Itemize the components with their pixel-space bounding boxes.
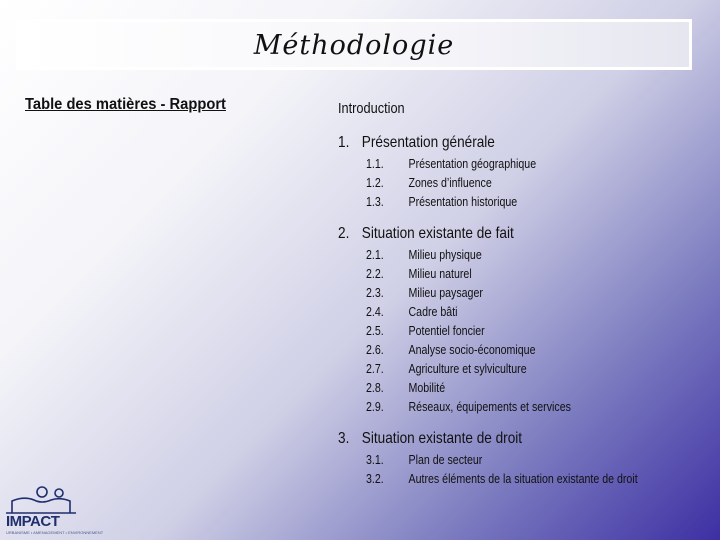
section-label: Présentation générale <box>361 134 495 151</box>
subitem-label: Zones d’influence <box>408 176 492 190</box>
section-heading <box>338 224 653 244</box>
toc-subitem <box>366 174 657 193</box>
subitem-label: Mobilité <box>408 381 446 395</box>
subitem-label: Présentation géographique <box>408 157 537 171</box>
toc-subitem <box>366 379 657 398</box>
subitem-label: Agriculture et sylviculture <box>408 362 527 376</box>
subitem-number: 2.3. <box>366 286 384 300</box>
logo-wordmark: IMPACT <box>6 513 60 530</box>
section-heading <box>338 133 653 153</box>
toc-subitem <box>366 303 657 322</box>
subitem-number: 1.1. <box>366 157 384 171</box>
toc-subitem <box>366 451 657 470</box>
section-label: Situation existante de fait <box>361 225 514 242</box>
toc-subitem <box>366 470 657 489</box>
toc-section <box>338 429 708 489</box>
toc-section <box>338 133 708 212</box>
logo-tagline: URBANISME • AMENAGEMENT • ENVIRONNEMENT <box>6 530 104 535</box>
toc-subitem <box>366 341 657 360</box>
subitem-label: Milieu naturel <box>408 267 472 281</box>
subitem-label: Potentiel foncier <box>408 324 485 338</box>
subitem-number: 3.1. <box>366 453 384 467</box>
toc-intro: Introduction <box>338 100 405 117</box>
subitem-number: 2.5. <box>366 324 384 338</box>
toc-subitem <box>366 193 657 212</box>
section-number: 3. <box>338 430 350 447</box>
section-heading <box>338 429 653 449</box>
subitem-number: 2.7. <box>366 362 384 376</box>
impact-logo <box>0 483 104 540</box>
people-logo-icon <box>4 483 84 515</box>
subitem-number: 2.2. <box>366 267 384 281</box>
subitem-number: 2.9. <box>366 400 384 414</box>
subitem-number: 2.1. <box>366 248 384 262</box>
subitem-label: Présentation historique <box>408 195 518 209</box>
subitem-number: 1.2. <box>366 176 384 190</box>
toc-subitem <box>366 284 657 303</box>
section-number: 1. <box>338 134 350 151</box>
subitem-label: Milieu physique <box>408 248 482 262</box>
subitem-number: 2.4. <box>366 305 384 319</box>
subitem-number: 2.8. <box>366 381 384 395</box>
toc-section <box>338 224 708 417</box>
toc-content <box>338 100 708 501</box>
toc-subitem <box>366 265 657 284</box>
section-label: Situation existante de droit <box>361 430 523 447</box>
toc-subitem <box>366 360 657 379</box>
section-number: 2. <box>338 225 350 242</box>
subitem-label: Analyse socio-économique <box>408 343 536 357</box>
toc-subitem <box>366 246 657 265</box>
subitem-label: Réseaux, équipements et services <box>408 400 571 414</box>
subitem-label: Plan de secteur <box>408 453 483 467</box>
page-title: Méthodologie <box>253 30 455 61</box>
subitem-label: Autres éléments de la situation existante de droit <box>408 472 638 486</box>
toc-sections <box>338 133 708 489</box>
toc-subitem <box>366 322 657 341</box>
subitem-label: Milieu paysager <box>408 286 483 300</box>
subitem-number: 2.6. <box>366 343 384 357</box>
subitem-label: Cadre bâti <box>408 305 458 319</box>
toc-heading: Table des matières - Rapport <box>25 96 226 113</box>
toc-subitem <box>366 398 657 417</box>
subitem-number: 1.3. <box>366 195 384 209</box>
title-bar <box>16 19 692 70</box>
subitem-number: 3.2. <box>366 472 384 486</box>
toc-subitem <box>366 155 657 174</box>
